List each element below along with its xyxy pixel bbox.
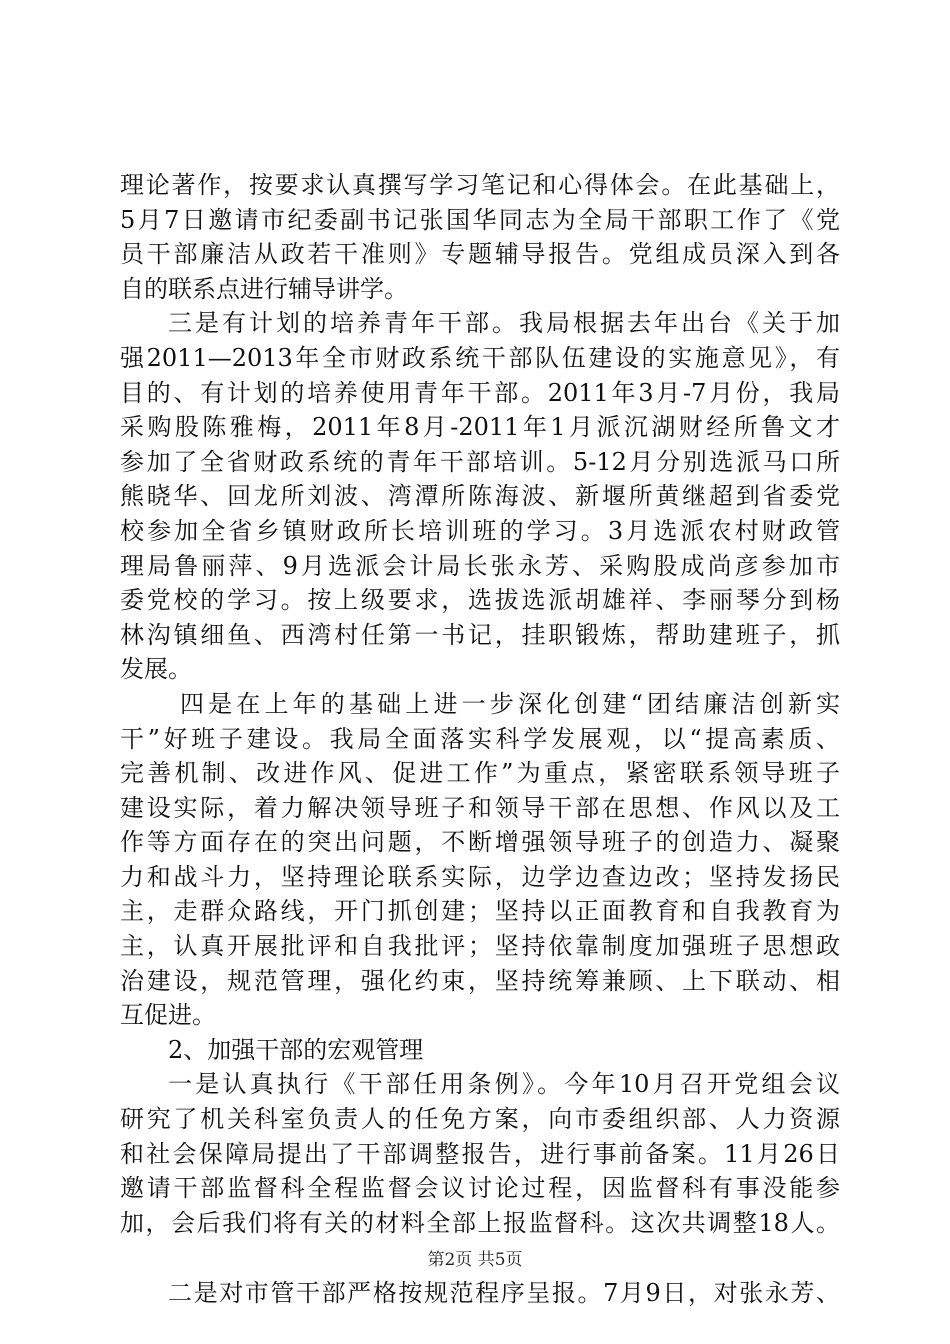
text-line: 理论著作，按要求认真撰写学习笔记和心得体会。在此基础上，: [120, 171, 840, 199]
text-line: 校参加全省乡镇财政所长培训班的学习。3月选派农村财政管: [120, 516, 840, 545]
text-line: 研究了机关科室负责人的任免方案，向市委组织部、人力资源: [120, 1105, 840, 1134]
text-line: 和社会保障局提出了干部调整报告，进行事前备案。11月26日: [120, 1139, 840, 1168]
paragraph-start-line: 二是对市管干部严格按规范程序呈报。7月9日，对张永芳、: [168, 1279, 840, 1308]
section-heading: 2、加强干部的宏观管理: [168, 1035, 424, 1064]
text-line: 干”好班子建设。我局全面落实科学发展观，以“提高素质、: [120, 724, 840, 753]
text-line: 自的联系点进行辅导讲学。: [120, 274, 408, 303]
text-line: 强2011—2013年全市财政系统干部队伍建设的实施意见》，有: [120, 343, 840, 372]
text-line: 5月7日邀请市纪委副书记张国华同志为全局干部职工作了《党: [120, 205, 840, 234]
text-line: 完善机制、改进作风、促进工作”为重点，紧密联系领导班子: [120, 759, 840, 788]
text-line: 治建设，规范管理，强化约束，坚持统筹兼顾、上下联动、相: [120, 966, 840, 995]
paragraph-start-line: 四是在上年的基础上进一步深化创建“团结廉洁创新实: [180, 689, 840, 718]
text-line: 主，走群众路线，开门抓创建；坚持以正面教育和自我教育为: [120, 897, 840, 926]
text-line: 互促进。: [120, 1001, 216, 1030]
text-line: 员干部廉洁从政若干准则》专题辅导报告。党组成员深入到各: [120, 240, 840, 269]
text-line: 委党校的学习。按上级要求，选拔选派胡雄祥、李丽琴分到杨: [120, 586, 840, 615]
text-line: 采购股陈雅梅，2011年8月-2011年1月派沉湖财经所鲁文才: [120, 413, 840, 442]
text-line: 理局鲁丽萍、9月选派会计局长张永芳、采购股成尚彦参加市: [120, 551, 840, 580]
text-line: 发展。: [120, 655, 192, 684]
text-line: 目的、有计划的培养使用青年干部。2011年3月-7月份，我局: [120, 378, 840, 407]
text-line: 参加了全省财政系统的青年干部培训。5-12月分别选派马口所: [120, 447, 840, 476]
paragraph-start-line: 三是有计划的培养青年干部。我局根据去年出台《关于加: [168, 309, 840, 338]
text-line: 邀请干部监督科全程监督会议讨论过程，因监督科有事没能参: [120, 1174, 840, 1203]
text-line: 主，认真开展批评和自我批评；坚持依靠制度加强班子思想政: [120, 932, 840, 961]
text-line: 加，会后我们将有关的材料全部上报监督科。这次共调整18人。: [120, 1208, 840, 1237]
text-line: 力和战斗力，坚持理论联系实际，边学边查边改；坚持发扬民: [120, 862, 840, 891]
text-line: 林沟镇细鱼、西湾村任第一书记，挂职锻炼，帮助建班子，抓: [120, 620, 840, 649]
text-line: 熊晓华、回龙所刘波、湾潭所陈海波、新堰所黄继超到省委党: [120, 482, 840, 511]
text-line: 作等方面存在的突出问题，不断增强领导班子的创造力、凝聚: [120, 828, 840, 857]
text-line: 建设实际，着力解决领导班子和领导干部在思想、作风以及工: [120, 793, 840, 822]
document-body: [120, 168, 840, 1311]
paragraph-start-line: 一是认真执行《干部任用条例》。今年10月召开党组会议: [168, 1070, 840, 1099]
page-number-footer: 第2页 共5页: [427, 1250, 523, 1270]
